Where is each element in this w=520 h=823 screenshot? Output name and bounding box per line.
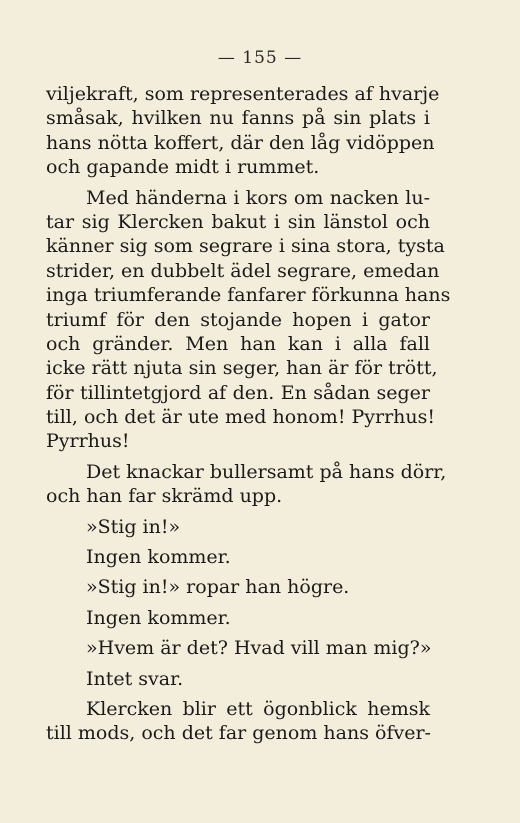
- text-line: småsak, hvilken nu fanns på sin plats i: [46, 107, 430, 130]
- page-text: [46, 82, 451, 746]
- text-line: till mods, och det far genom hans öfver-: [46, 722, 431, 745]
- text-line: Intet svar.: [86, 667, 184, 690]
- text-line: Med händerna i kors om nacken lu-: [86, 186, 430, 209]
- text-line: hans nötta koffert, där den låg vidöppen: [46, 131, 435, 154]
- text-line: tar sig Klercken bakut i sin länstol och: [46, 210, 430, 233]
- text-line: känner sig som segrare i sina stora, tysta: [46, 235, 445, 258]
- text-line: Ingen kommer.: [86, 546, 231, 569]
- text-line: och han far skrämd upp.: [46, 485, 283, 508]
- text-line: och gapande midt i rummet.: [46, 156, 320, 179]
- text-line: strider, en dubbelt ädel segrare, emedan: [46, 259, 440, 282]
- text-line: Det knackar bullersamt på hans dörr,: [86, 460, 447, 483]
- text-line: icke rätt njuta sin seger, han är för trött,: [46, 357, 438, 380]
- text-line: »Hvem är det? Hvad vill man mig?»: [86, 637, 432, 660]
- text-line: Ingen kommer.: [86, 606, 231, 629]
- text-line: inga triumferande fanfarer förkunna hans: [46, 284, 451, 307]
- text-line: »Stig in!» ropar han högre.: [86, 576, 350, 599]
- text-line: triumf för den stojande hopen i gator: [46, 308, 430, 331]
- text-line: »Stig in!»: [86, 515, 181, 538]
- text-line: Klercken blir ett ögonblick hemsk: [86, 697, 430, 720]
- text-line: viljekraft, som representerades af hvarje: [46, 83, 440, 105]
- text-line: till, och det är ute med honom! Pyrrhus!: [46, 406, 436, 429]
- text-line: Pyrrhus!: [46, 430, 130, 453]
- text-line: för tillintetgjord af den. En sådan seger: [46, 381, 430, 404]
- page-number: — 155 —: [217, 48, 303, 68]
- text-line: och gränder. Men han kan i alla fall: [46, 332, 430, 355]
